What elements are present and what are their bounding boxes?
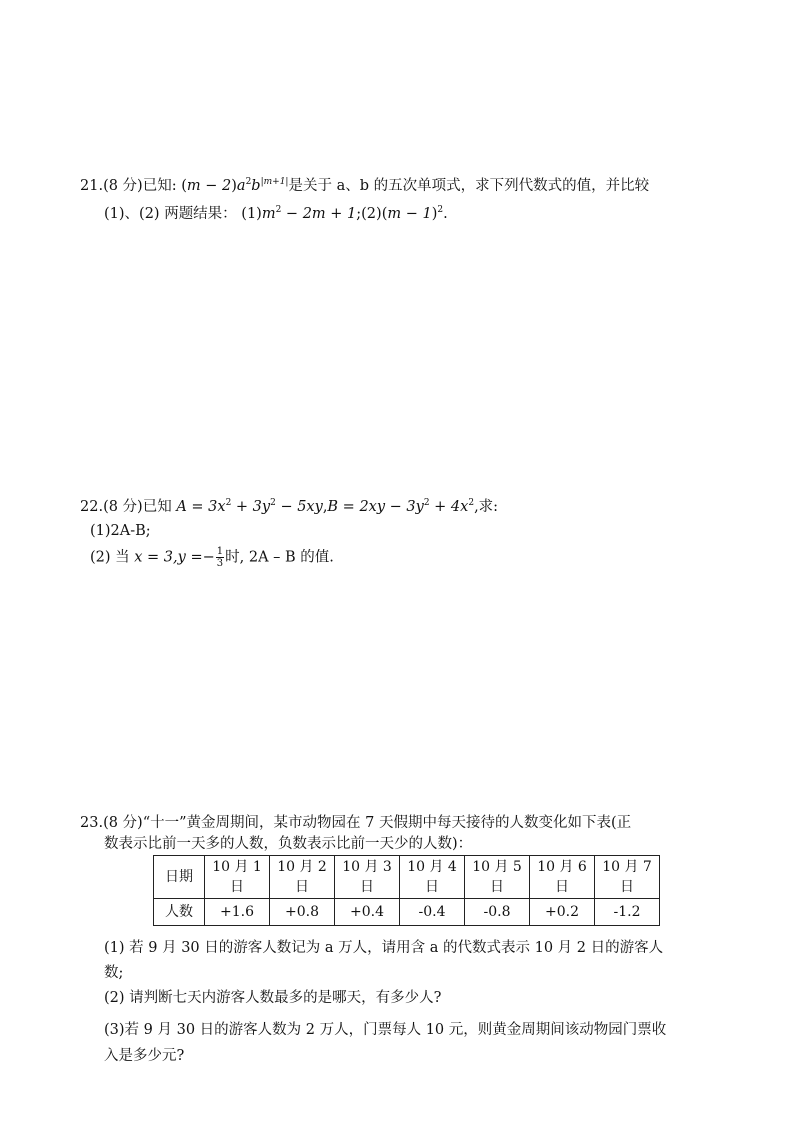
table-value-cell: -0.4 xyxy=(400,899,465,926)
q22-lead: 已知 xyxy=(142,499,172,515)
q21-text-1: 是关于 a、b 的五次单项式，求下列代数式的值，并比较 xyxy=(288,178,650,194)
q21-score: (8 分) xyxy=(103,178,143,194)
q23-sub-1-line-2: 数; xyxy=(104,965,124,981)
q21-expression: $(m - 2)a^2b^{|m+1|}$ xyxy=(181,177,289,194)
table-date-cell: 10 月 6 日 xyxy=(530,856,595,899)
q23-sub-1-line-1: (1) 若 9 月 30 日的游客人数记为 a 万人，请用含 a 的代数式表示 10 月 2 日的游客人 xyxy=(104,940,664,956)
table-date-cell: 10 月 3 日 xyxy=(335,856,400,899)
q22-number: 22. xyxy=(80,499,104,515)
table-date-cell: 10 月 7 日 xyxy=(595,856,660,899)
q22-expression: $A = 3x^2 + 3y^2 - 5xy,B = 2xy - 3y^2 + 4x^2$ xyxy=(176,498,475,515)
table-date-cell: 10 月 5 日 xyxy=(465,856,530,899)
table-value-cell: +0.8 xyxy=(270,899,335,926)
q21-lead: 已知: xyxy=(142,178,177,194)
q22-part-2-lead: (2) 当 xyxy=(90,549,130,566)
q23-number: 23. xyxy=(80,815,104,831)
q21-expression-2: $(1)m^2 - 2m$ + 1;(2)(m − 1)$^2$. xyxy=(241,205,448,222)
q22-part-2-tail: 时, 2A – B 的值. xyxy=(225,549,334,566)
visitor-change-table xyxy=(153,855,660,926)
table-value-cell: -1.2 xyxy=(595,899,660,926)
fraction-numerator: 1 xyxy=(216,546,224,557)
q22-line-1 xyxy=(80,497,498,517)
table-header-row xyxy=(154,856,660,899)
q21-number: 21. xyxy=(80,178,104,194)
table-value-cell: +0.2 xyxy=(530,899,595,926)
q23-line-2: 数表示比前一天多的人数，负数表示比前一天少的人数)： xyxy=(104,836,473,852)
table-value-row xyxy=(154,899,660,926)
q23-text-1: “十一”黄金周期间，某市动物园在 7 天假期中每天接待的人数变化如下表(正 xyxy=(142,815,632,831)
q22-part-1: (1)2A-B; xyxy=(90,523,151,539)
table-value-cell: +0.4 xyxy=(335,899,400,926)
q23-score: (8 分) xyxy=(103,815,143,831)
q23-sub-3-line-1: (3)若 9 月 30 日的游客人数为 2 万人，门票每人 10 元，则黄金周期间该动物园门票收 xyxy=(104,1022,667,1038)
table-header-label: 日期 xyxy=(154,856,205,899)
fraction-denominator: 3 xyxy=(216,558,224,569)
table-row-label: 人数 xyxy=(154,899,205,926)
q23-sub-3-line-2: 入是多少元? xyxy=(104,1048,185,1064)
table-date-cell: 10 月 4 日 xyxy=(400,856,465,899)
q21-line-2 xyxy=(104,204,448,224)
q21-text-2: (1)、(2) 两题结果： xyxy=(104,206,237,222)
q22-part-2 xyxy=(90,546,334,569)
table-date-cell: 10 月 1 日 xyxy=(205,856,270,899)
table-date-cell: 10 月 2 日 xyxy=(270,856,335,899)
q22-part-2-expression: x = 3,y =− xyxy=(134,549,215,566)
q22-tail: ,求: xyxy=(474,499,499,515)
q23-sub-2: (2) 请判断七天内游客人数最多的是哪天，有多少人? xyxy=(104,990,442,1006)
table-value-cell: -0.8 xyxy=(465,899,530,926)
table-value-cell: +1.6 xyxy=(205,899,270,926)
q21-line-1 xyxy=(80,176,649,196)
q23-line-1 xyxy=(80,813,631,833)
q22-score: (8 分) xyxy=(103,499,143,515)
one-third-fraction xyxy=(216,546,224,569)
